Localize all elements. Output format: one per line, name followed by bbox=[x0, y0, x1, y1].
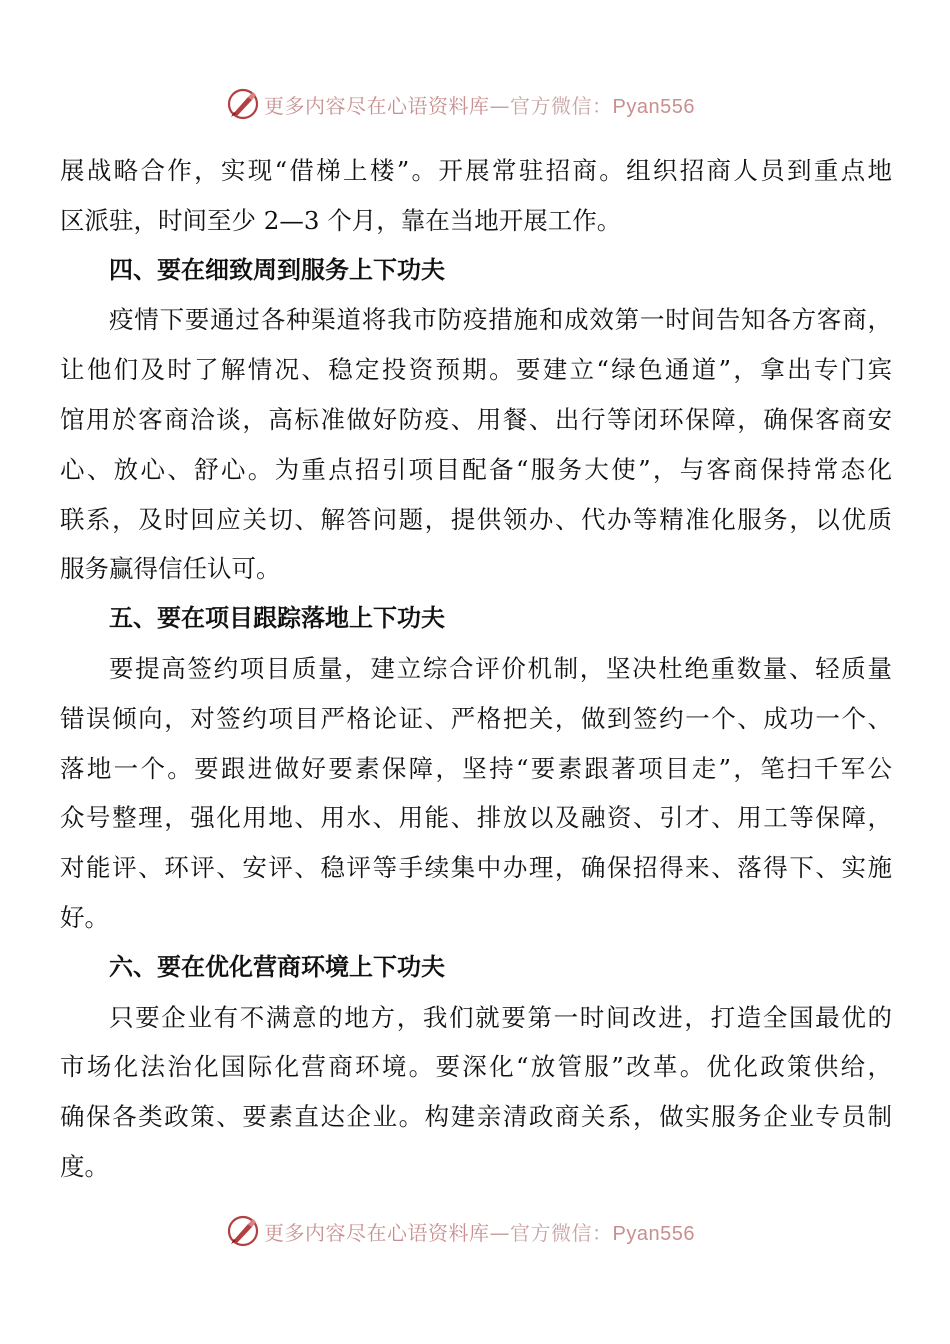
watermark-text bbox=[264, 1217, 695, 1246]
paragraph-line: 只要企业有不满意的地方，我们就要第一时间改进，打造全国最优的 bbox=[109, 1002, 892, 1032]
watermark-separator: — bbox=[489, 1220, 510, 1245]
paragraph-line: 心、放心、舒心。为重点招引项目配备“服务大使”，与客商保持常态化 bbox=[60, 454, 892, 484]
watermark-id: Pyan556 bbox=[612, 1222, 695, 1245]
paragraph-line: 错误倾向，对签约项目严格论证、严格把关，做到签约一个、成功一个、 bbox=[60, 703, 892, 733]
watermark-brand: 更多内容尽在心语资料库 bbox=[264, 93, 490, 118]
paragraph-line: 众号整理，强化用地、用水、用能、排放以及融资、引才、用工等保障， bbox=[60, 803, 892, 833]
section-heading: 六、要在优化营商环境上下功夫 bbox=[109, 952, 445, 981]
paragraph-line: 确保各类政策、要素直达企业。构建亲清政商关系，做实服务企业专员制 bbox=[60, 1102, 892, 1132]
document-body bbox=[60, 146, 892, 1192]
watermark-label: 官方微信： bbox=[510, 1220, 613, 1245]
paragraph-line: 要提高签约项目质量，建立综合评价机制，坚决杜绝重数量、轻质量 bbox=[109, 653, 892, 683]
paragraph-line: 度。 bbox=[60, 1151, 109, 1181]
section-heading: 五、要在项目跟踪落地上下功夫 bbox=[109, 604, 445, 633]
pen-logo-icon bbox=[226, 87, 260, 121]
watermark-header bbox=[226, 84, 746, 124]
paragraph-line: 对能评、环评、安评、稳评等手续集中办理，确保招得来、落得下、实施 bbox=[60, 853, 892, 883]
watermark-text bbox=[264, 90, 695, 119]
paragraph-line: 馆用於客商洽谈，高标准做好防疫、用餐、出行等闭环保障，确保客商安 bbox=[60, 404, 892, 434]
paragraph-line: 区派驻，时间至少 2—3 个月，靠在当地开展工作。 bbox=[60, 205, 622, 235]
watermark-footer bbox=[226, 1211, 746, 1251]
paragraph-line: 展战略合作，实现“借梯上楼”。开展常驻招商。组织招商人员到重点地 bbox=[60, 156, 892, 185]
watermark-separator: — bbox=[489, 93, 510, 118]
paragraph-line: 联系，及时回应关切、解答问题，提供领办、代办等精准化服务，以优质 bbox=[60, 504, 892, 534]
paragraph-line: 疫情下要通过各种渠道将我市防疫措施和成效第一时间告知各方客商， bbox=[109, 305, 892, 335]
paragraph-line: 好。 bbox=[60, 902, 109, 932]
paragraph-line: 市场化法治化国际化营商环境。要深化“放管服”改革。优化政策供给， bbox=[60, 1052, 892, 1082]
paragraph-line: 让他们及时了解情况、稳定投资预期。要建立“绿色通道”，拿出专门宾 bbox=[60, 355, 892, 385]
paragraph-line: 服务赢得信任认可。 bbox=[60, 554, 281, 584]
section-heading: 四、要在细致周到服务上下功夫 bbox=[109, 255, 445, 284]
paragraph-line: 落地一个。要跟进做好要素保障，坚持“要素跟著项目走”，笔扫千军公 bbox=[60, 753, 892, 783]
watermark-id: Pyan556 bbox=[612, 95, 695, 118]
watermark-label: 官方微信： bbox=[510, 93, 613, 118]
pen-logo-icon bbox=[226, 1214, 260, 1248]
watermark-brand: 更多内容尽在心语资料库 bbox=[264, 1220, 490, 1245]
